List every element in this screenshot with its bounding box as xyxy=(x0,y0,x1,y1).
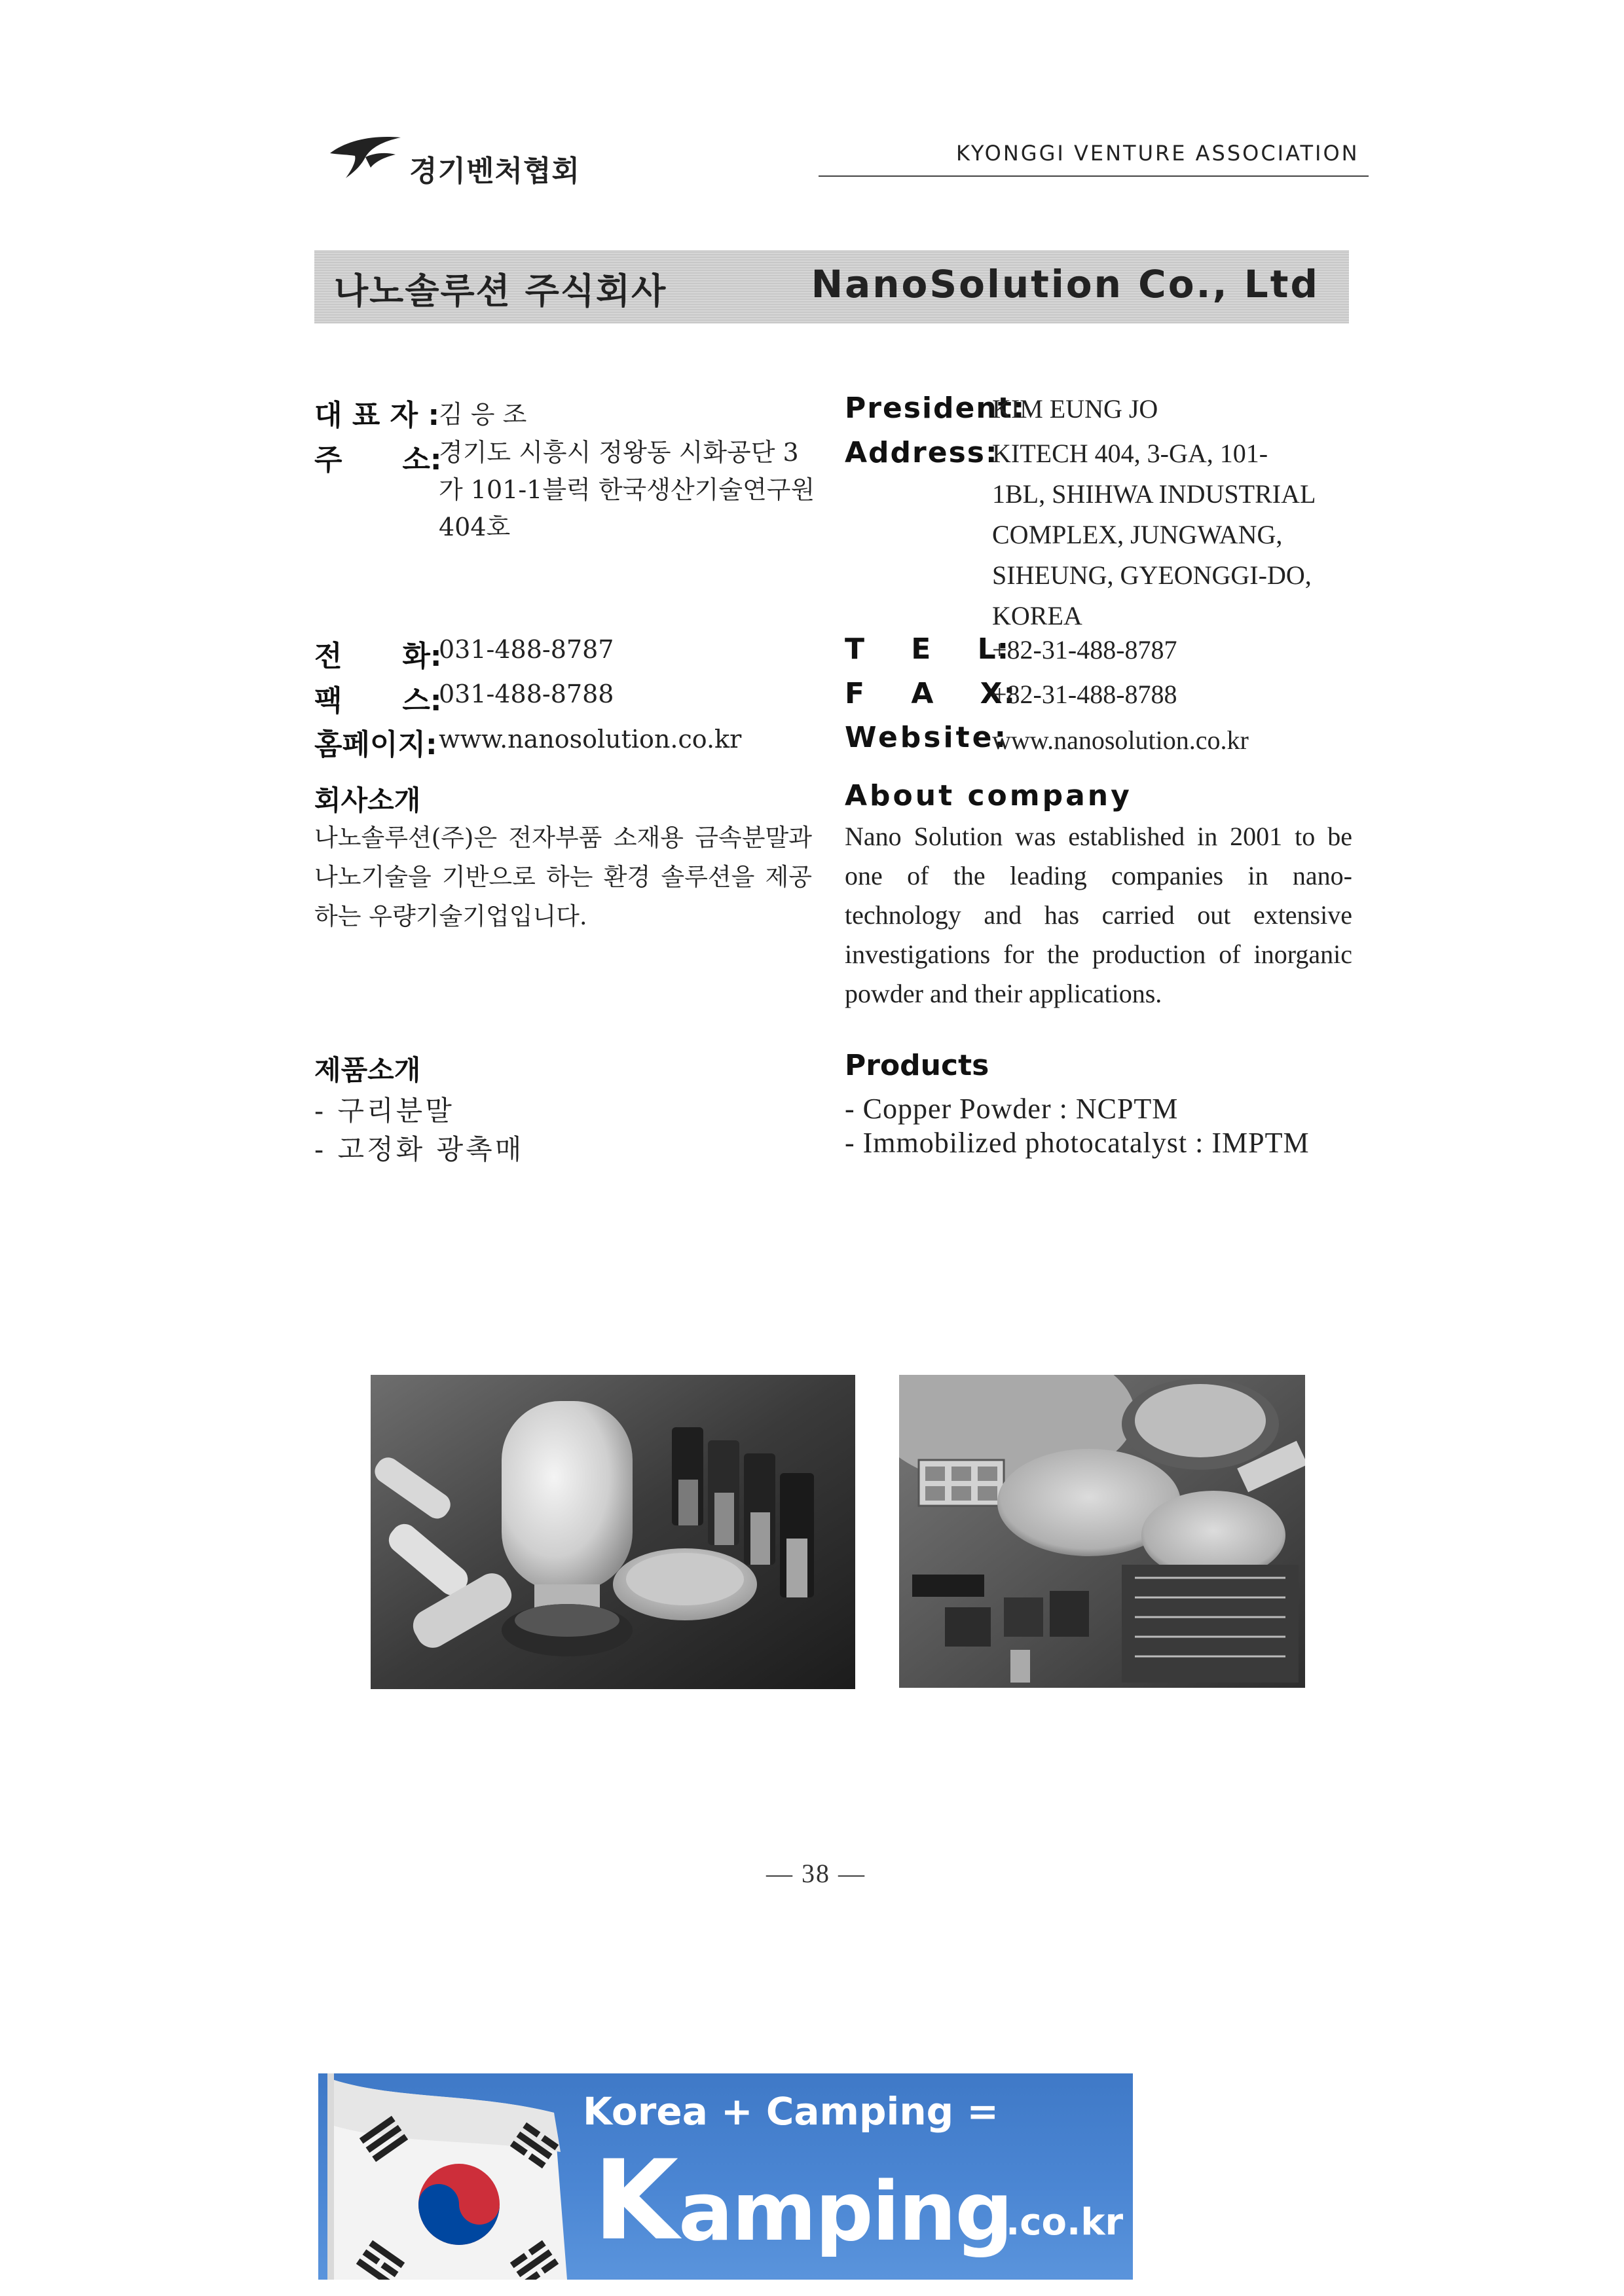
website-label-en: Website: xyxy=(845,721,1009,754)
about-heading-en: About company xyxy=(845,779,1132,812)
fax-value-ko: 031-488-8788 xyxy=(439,680,614,708)
president-value: KIM EUNG JO xyxy=(992,394,1158,424)
banner-slogan: Korea + Camping = xyxy=(583,2089,999,2134)
website-link-ko[interactable]: www.nanosolution.co.kr xyxy=(439,725,742,754)
tel-label-ko: 전 화: xyxy=(314,640,442,673)
product-item-ko: - 고정화 광촉매 xyxy=(314,1133,525,1165)
about-text-ko: 나노솔루션(주)은 전자부품 소재용 금속분말과 나노기술을 기반으로 하는 환경 솔루션을 제공하는 우량기술기업입니다. xyxy=(314,824,812,930)
website-label-ko: 홈페이지: xyxy=(314,728,437,761)
fax-value-en: +82-31-488-8788 xyxy=(992,680,1177,709)
company-name-ko: 나노솔루션 주식회사 xyxy=(334,270,667,312)
banner-domain-suffix: .co.kr xyxy=(1006,2201,1124,2244)
org-name-en: KYONGGI VENTURE ASSOCIATION xyxy=(956,141,1359,166)
president-label: President: xyxy=(845,392,1026,425)
rep-value: 김 응 조 xyxy=(439,400,527,429)
banner-brand-rest: amping xyxy=(678,2165,1012,2259)
kamping-banner[interactable] xyxy=(318,2073,1133,2280)
tel-label-en: T E L: xyxy=(845,632,1010,666)
address-label-ko: 주 소: xyxy=(314,443,442,477)
product-item-en: - Immobilized photocatalyst : IMPTM xyxy=(845,1127,1310,1159)
fax-label-en: F A X: xyxy=(845,677,1017,710)
header-divider xyxy=(819,175,1369,177)
org-name-ko: 경기벤처협회 xyxy=(409,155,581,188)
tel-value-en: +82-31-488-8787 xyxy=(992,635,1177,665)
swallow-logo-icon xyxy=(327,131,406,183)
address-value-en: KITECH 404, 3-GA, 101-1BL, SHIHWA INDUSTRIAL COMPLEX, JUNGWANG, SIHEUNG, GYEONGGI-DO, KOREA xyxy=(992,439,1315,630)
tel-value-ko: 031-488-8787 xyxy=(439,635,614,664)
about-text-en: Nano Solution was established in 2001 to be one of the leading companies in nano-technology and has carried out extensive investigations for the production of inorganic powder and their applications. xyxy=(845,822,1352,1008)
page-number: — 38 — xyxy=(766,1859,866,1888)
products-heading-en: Products xyxy=(845,1049,989,1082)
address-label-en: Address: xyxy=(845,436,999,469)
banner-brand-k: K xyxy=(593,2136,679,2265)
products-heading-ko: 제품소개 xyxy=(314,1054,421,1086)
product-item-en: - Copper Powder : NCPTM xyxy=(845,1093,1179,1125)
fax-label-ko: 팩 스: xyxy=(314,684,442,718)
about-heading-ko: 회사소개 xyxy=(314,784,421,816)
korean-flag-icon xyxy=(318,2073,580,2280)
address-value-ko: 경기도 시흥시 정왕동 시화공단 3가 101-1블럭 한국생산기술연구원 404호 xyxy=(439,438,815,541)
company-name-en: NanoSolution Co., Ltd xyxy=(811,262,1320,306)
website-link-en[interactable]: www.nanosolution.co.kr xyxy=(992,725,1249,755)
product-photo-bottles xyxy=(371,1375,855,1689)
rep-label: 대 표 자 : xyxy=(314,399,440,432)
product-item-ko: - 구리분말 xyxy=(314,1095,454,1127)
product-photo-components xyxy=(899,1375,1305,1688)
